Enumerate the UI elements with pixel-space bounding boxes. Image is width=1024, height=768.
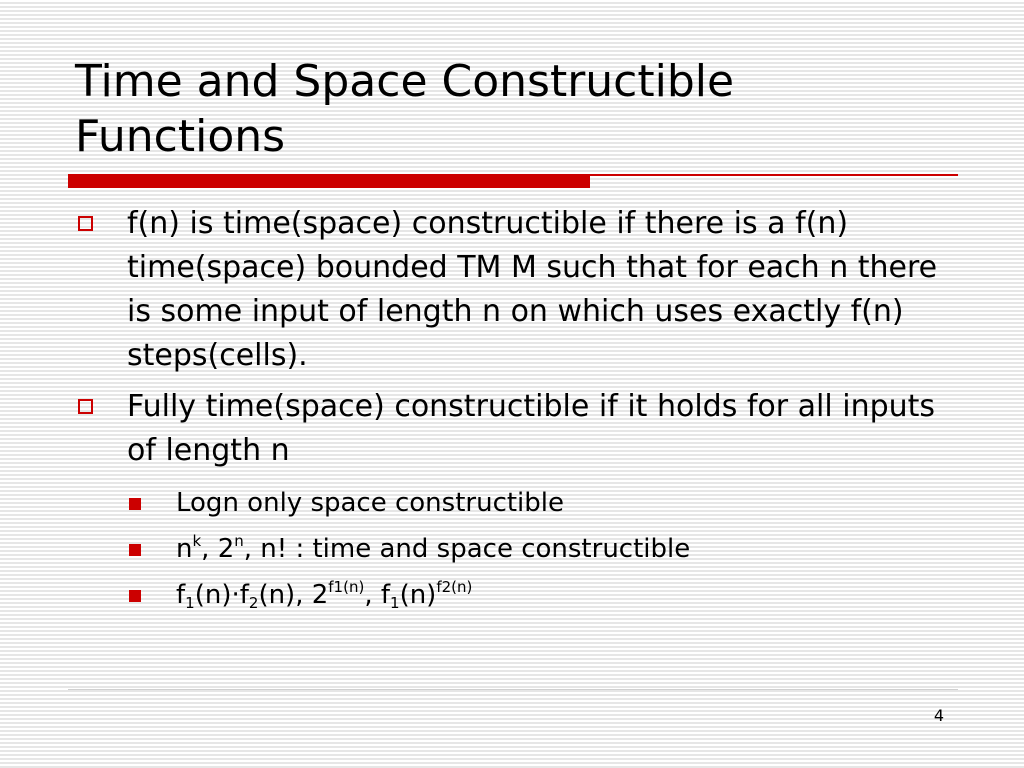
filled-square-bullet-icon (129, 498, 141, 510)
formula-subscript: 2 (248, 594, 259, 612)
footer-divider (68, 689, 958, 690)
formula-subscript: 1 (390, 594, 400, 612)
formula-text: (n)·f (194, 580, 249, 610)
page-number: 4 (933, 706, 944, 725)
formula-text: , f (364, 580, 391, 610)
title-underline-thin (590, 174, 958, 176)
title-underline (68, 174, 958, 188)
sub-bullet-text: Logn only space constructible (176, 488, 565, 518)
sub-bullet-list (78, 480, 968, 618)
bullet-item (78, 202, 968, 378)
formula-text: f (176, 580, 186, 610)
title-underline-thick (68, 174, 590, 188)
formula-text: , n! : time and space constructible (243, 534, 691, 564)
filled-square-bullet-icon (129, 590, 141, 602)
sub-bullet-group (78, 480, 968, 618)
formula-subscript: 1 (185, 594, 195, 612)
sub-bullet-item (78, 526, 968, 572)
formula-superscript: f2(n) (436, 578, 473, 596)
formula-text: (n), 2 (258, 580, 329, 610)
formula-base: n (176, 534, 193, 564)
bullet-list (78, 202, 968, 618)
bullet-text: f(n) is time(space) constructible if there is a f(n) time(space) bounded TM M such that for each n there is some input of length n on which uses exactly f(n) steps(cells). (127, 206, 938, 373)
bullet-text: Fully time(space) constructible if it holds for all inputs of length n (127, 389, 936, 468)
filled-square-bullet-icon (129, 544, 141, 556)
formula-superscript: k (192, 532, 202, 550)
hollow-square-bullet-icon (78, 216, 93, 231)
slide-title: Time and Space Constructible Functions (75, 56, 735, 162)
sub-bullet-item (78, 572, 968, 618)
sub-bullet-item (78, 480, 968, 526)
formula-text: , 2 (201, 534, 235, 564)
bullet-item (78, 385, 968, 473)
formula-superscript: f1(n) (328, 578, 365, 596)
formula-text: (n) (399, 580, 437, 610)
formula-superscript: n (234, 532, 244, 550)
hollow-square-bullet-icon (78, 399, 93, 414)
